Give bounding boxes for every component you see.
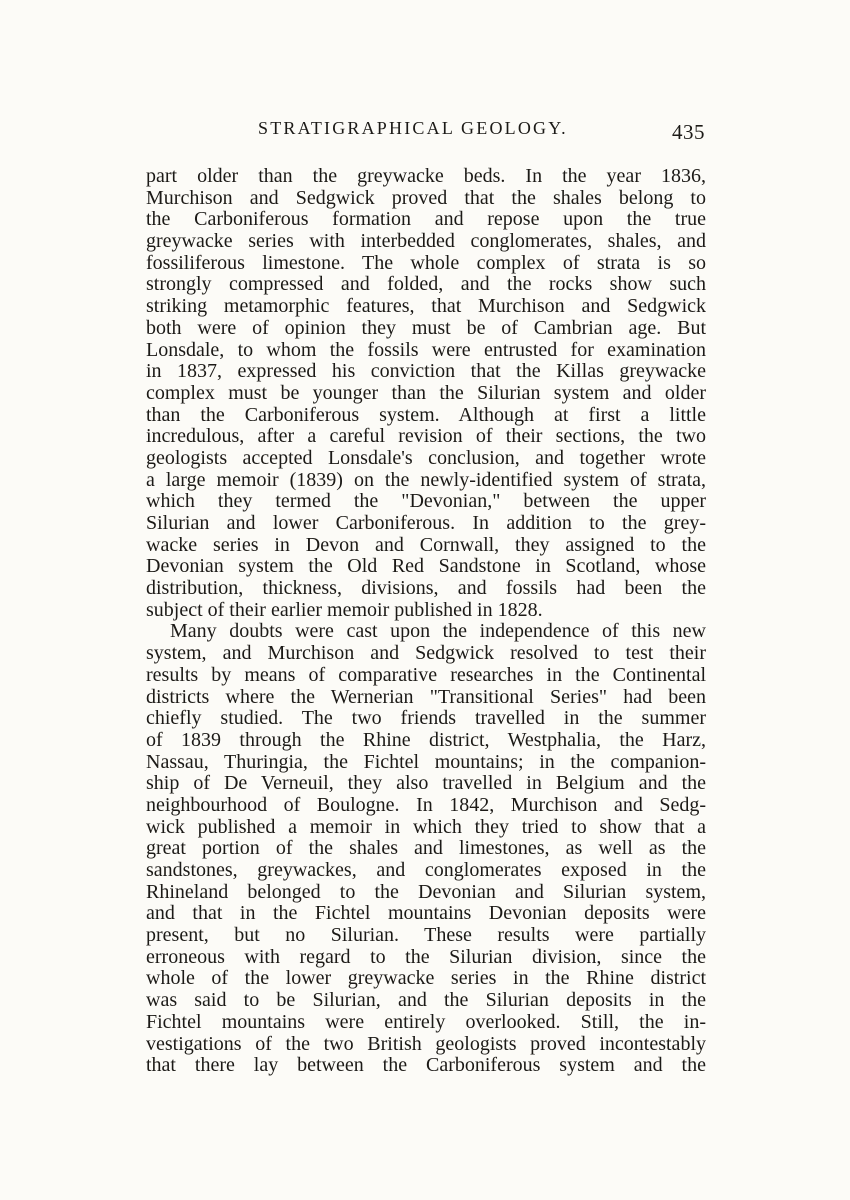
text-line: Fichtel mountains were entirely overlooked. Still, the in- — [146, 1010, 706, 1033]
text-line: Nassau, Thuringia, the Fichtel mountains; in the companion- — [146, 750, 706, 773]
text-line: Devonian system the Old Red Sandstone in Scotland, whose — [146, 555, 706, 578]
text-line: Murchison and Sedgwick proved that the shales belong to — [146, 186, 706, 209]
text-line: that there lay between the Carboniferous system and the — [146, 1054, 706, 1077]
text-line: Silurian and lower Carboniferous. In addition to the grey- — [146, 512, 706, 534]
text-line: neighbourhood of Boulogne. In 1842, Murchison and Sedg- — [146, 793, 706, 816]
running-head — [145, 118, 705, 148]
text-line: of 1839 through the Rhine district, Westphalia, the Harz, — [146, 728, 706, 751]
text-line: was said to be Silurian, and the Silurian deposits in the — [146, 989, 706, 1012]
text-line: whole of the lower greywacke series in the Rhine district — [146, 967, 706, 990]
text-line: greywacke series with interbedded conglomerates, shales, and — [146, 230, 706, 253]
text-line: system, and Murchison and Sedgwick resolved to test their — [146, 642, 706, 665]
text-line: subject of their earlier memoir published in 1828. — [146, 598, 543, 621]
text-line: distribution, thickness, divisions, and fossils had been the — [146, 577, 706, 600]
text-line: Lonsdale, to whom the fossils were entrusted for examination — [146, 338, 706, 361]
text-line: which they termed the "Devonian," between the upper — [146, 490, 706, 513]
text-line: complex must be younger than the Silurian system and older — [146, 381, 706, 404]
text-line: wacke series in Devon and Cornwall, they assigned to the — [146, 533, 706, 556]
text-line: part older than the greywacke beds. In the year 1836, — [146, 165, 706, 187]
body-text — [146, 166, 706, 1077]
text-line: wick published a memoir in which they tried to show that a — [146, 815, 706, 838]
running-title: STRATIGRAPHICAL GEOLOGY. — [258, 118, 568, 138]
text-line: erroneous with regard to the Silurian division, since the — [146, 945, 706, 968]
page-number: 435 — [672, 120, 705, 144]
text-line: a large memoir (1839) on the newly-identified system of strata, — [146, 468, 706, 491]
text-line: Rhineland belonged to the Devonian and Silurian system, — [146, 880, 706, 903]
text-line: chiefly studied. The two friends travelled in the summer — [146, 707, 706, 730]
text-line: both were of opinion they must be of Cambrian age. But — [146, 316, 706, 339]
text-line: in 1837, expressed his conviction that the Killas greywacke — [146, 360, 706, 383]
text-line: geologists accepted Lonsdale's conclusion, and together wrote — [146, 446, 706, 469]
text-line: the Carboniferous formation and repose upon the true — [146, 208, 706, 231]
text-line: present, but no Silurian. These results were partially — [146, 924, 706, 947]
text-line: great portion of the shales and limestones, as well as the — [146, 837, 706, 860]
text-line: results by means of comparative researches in the Continental — [146, 663, 706, 686]
text-line: fossiliferous limestone. The whole complex of strata is so — [146, 251, 706, 274]
text-line: than the Carboniferous system. Although at first a little — [146, 403, 706, 426]
text-line: Many doubts were cast upon the independence of this new — [170, 620, 706, 643]
text-line: incredulous, after a careful revision of their sections, the two — [146, 425, 706, 448]
text-line: strongly compressed and folded, and the rocks show such — [146, 273, 706, 296]
text-line: and that in the Fichtel mountains Devonian deposits were — [146, 902, 706, 925]
text-line: vestigations of the two British geologists proved incontestably — [146, 1032, 706, 1055]
text-line: striking metamorphic features, that Murchison and Sedgwick — [146, 295, 706, 318]
text-line: ship of De Verneuil, they also travelled in Belgium and the — [146, 772, 706, 795]
text-line: sandstones, greywackes, and conglomerates exposed in the — [146, 859, 706, 881]
text-line: districts where the Wernerian "Transitional Series" had been — [146, 685, 706, 708]
